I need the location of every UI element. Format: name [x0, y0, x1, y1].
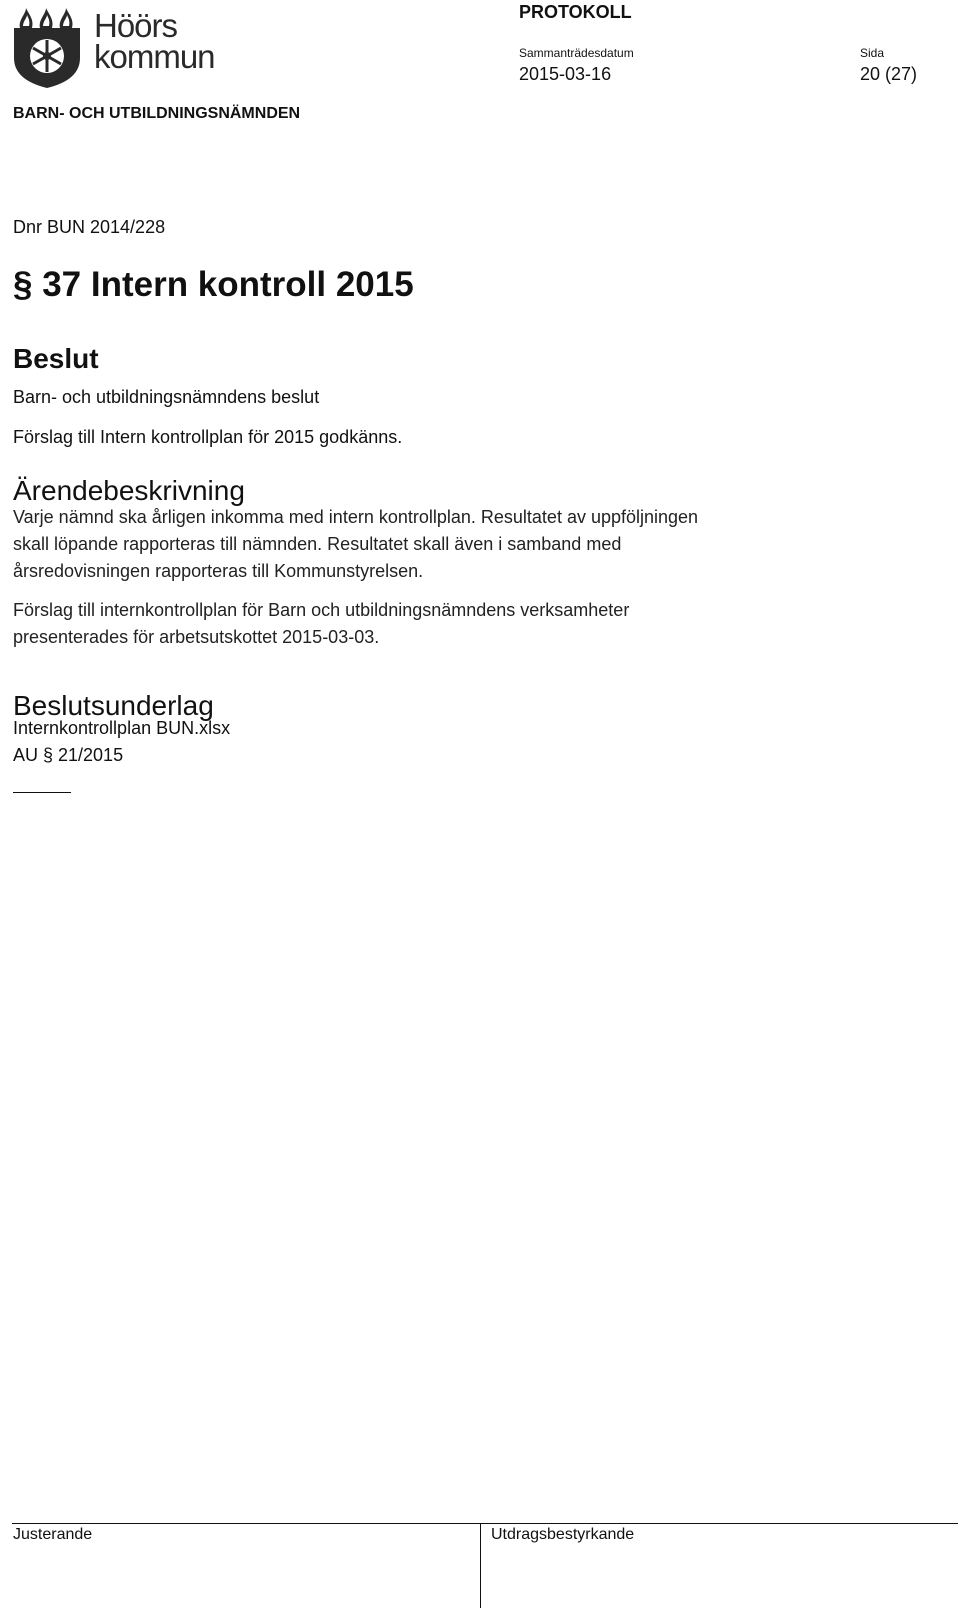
beslut-text: Förslag till Intern kontrollplan för 2015 godkänns.: [13, 427, 403, 447]
footer-utdragsbestyrkande: Utdragsbestyrkande: [491, 1526, 635, 1543]
heading-beslutsunderlag: Beslutsunderlag: [13, 690, 214, 721]
footer-divider: [12, 1523, 958, 1524]
attachment-item: AU § 21/2015: [13, 745, 124, 765]
paragraph-line: Varje nämnd ska årligen inkomma med intern kontrollplan. Resultatet av uppföljningen: [13, 507, 699, 527]
paragraph-line: årsredovisningen rapporteras till Kommunstyrelsen.: [13, 561, 424, 581]
page-title: § 37 Intern kontroll 2015: [13, 265, 414, 304]
page-number: 20 (27): [860, 64, 918, 84]
logo-wordmark: [94, 7, 215, 75]
meeting-date: 2015-03-16: [519, 64, 612, 84]
municipality-logo: [12, 6, 222, 90]
logo-line-hoors: Höörs: [94, 7, 178, 44]
heading-beslut: Beslut: [13, 343, 99, 374]
paragraph-line: Förslag till internkontrollplan för Barn och utbildningsnämndens verksamheter: [13, 600, 630, 620]
heading-arendebeskrivning: Ärendebeskrivning: [13, 475, 245, 506]
paragraph-line: presenterades för arbetsutskottet 2015-03-03.: [13, 627, 380, 647]
paragraph-line: skall löpande rapporteras till nämnden. Resultatet skall även i samband med: [13, 534, 622, 554]
beslut-subheading: Barn- och utbildningsnämndens beslut: [13, 387, 320, 407]
page-label: Sida: [860, 46, 885, 60]
footer-justerande: Justerande: [13, 1526, 93, 1543]
logo-line-kommun: kommun: [94, 38, 215, 75]
description-paragraph-1: [13, 504, 698, 585]
footer-column-divider: [480, 1523, 481, 1608]
meeting-date-label: Sammanträdesdatum: [519, 46, 634, 60]
end-divider: [13, 792, 71, 793]
coat-of-arms-icon: [12, 6, 82, 90]
description-paragraph-2: [13, 597, 629, 651]
committee-name: BARN- OCH UTBILDNINGSNÄMNDEN: [13, 105, 301, 122]
attachment-item: Internkontrollplan BUN.xlsx: [13, 718, 231, 738]
document-type: PROTOKOLL: [519, 2, 632, 22]
diary-number: Dnr BUN 2014/228: [13, 217, 166, 237]
